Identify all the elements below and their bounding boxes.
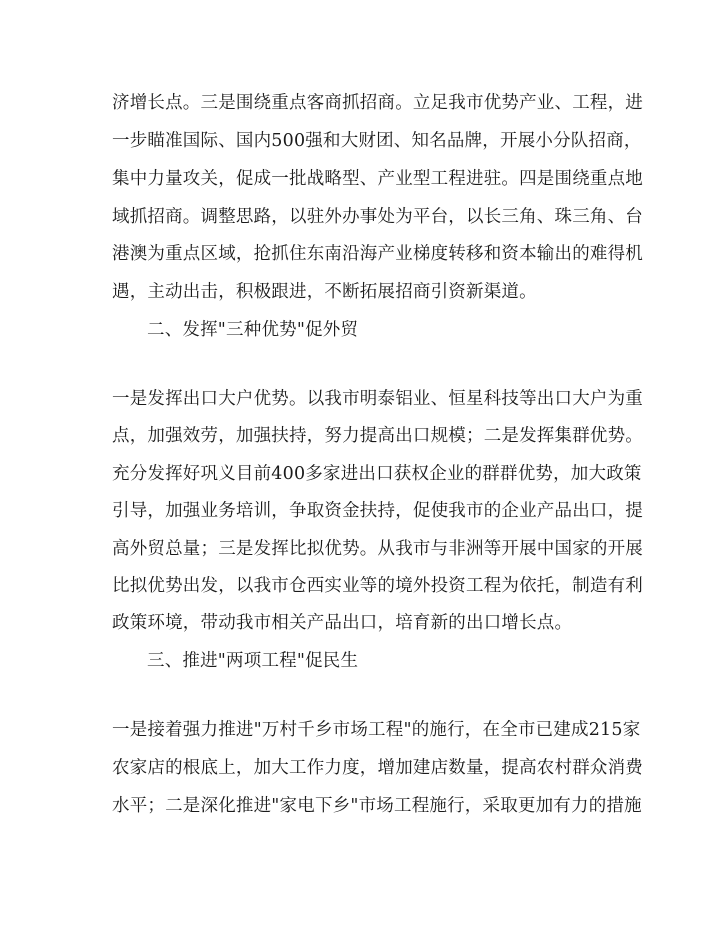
paragraph-1-line-6: 遇，主动出击，积极跟进，不断拓展招商引资新渠道。 [112, 282, 537, 302]
paragraph-2-line-5: 高外贸总量；三是发挥比拟优势。从我市与非洲等开展中国家的开展 [112, 539, 643, 559]
paragraph-1-line-5: 港澳为重点区域，抢抓住东南沿海产业梯度转移和资本输出的难得机 [112, 244, 643, 264]
paragraph-3-line-1: 一是接着强力推进"万村千乡市场工程"的施行，在全市已建成215家 [112, 720, 641, 740]
section-heading-3: 三、推进"两项工程"促民生 [147, 651, 359, 671]
paragraph-2-line-4: 引导，加强业务培训，争取资金扶持，促使我市的企业产品出口，提 [112, 501, 643, 521]
paragraph-1-line-4: 域抓招商。调整思路，以驻外办事处为平台，以长三角、珠三角、台 [112, 207, 643, 227]
paragraph-3-line-2: 农家店的根底上，加大工作力度，增加建店数量，提高农村群众消费 [112, 758, 643, 778]
paragraph-2-line-7: 政策环境，带动我市相关产品出口，培育新的出口增长点。 [112, 613, 573, 633]
section-heading-2: 二、发挥"三种优势"促外贸 [147, 320, 359, 340]
paragraph-3-line-3: 水平；二是深化推进"家电下乡"市场工程施行，采取更加有力的措施 [112, 796, 642, 816]
paragraph-2-line-6: 比拟优势出发，以我市仓西实业等的境外投资工程为依托，制造有利 [112, 576, 643, 596]
paragraph-1-line-2: 一步瞄准国际、国内500强和大财团、知名品牌，开展小分队招商， [112, 131, 642, 151]
paragraph-1-line-3: 集中力量攻关，促成一批战略型、产业型工程进驻。四是围绕重点地 [112, 169, 643, 189]
paragraph-2-line-1: 一是发挥出口大户优势。以我市明泰铝业、恒星科技等出口大户为重 [112, 389, 643, 409]
paragraph-2-line-3: 充分发挥好巩义目前400多家进出口获权企业的群群优势，加大政策 [112, 464, 642, 484]
paragraph-1-line-1: 济增长点。三是围绕重点客商抓招商。立足我市优势产业、工程，进 [112, 93, 643, 113]
paragraph-2-line-2: 点，加强效劳，加强扶持，努力提高出口规模；二是发挥集群优势。 [112, 426, 643, 446]
